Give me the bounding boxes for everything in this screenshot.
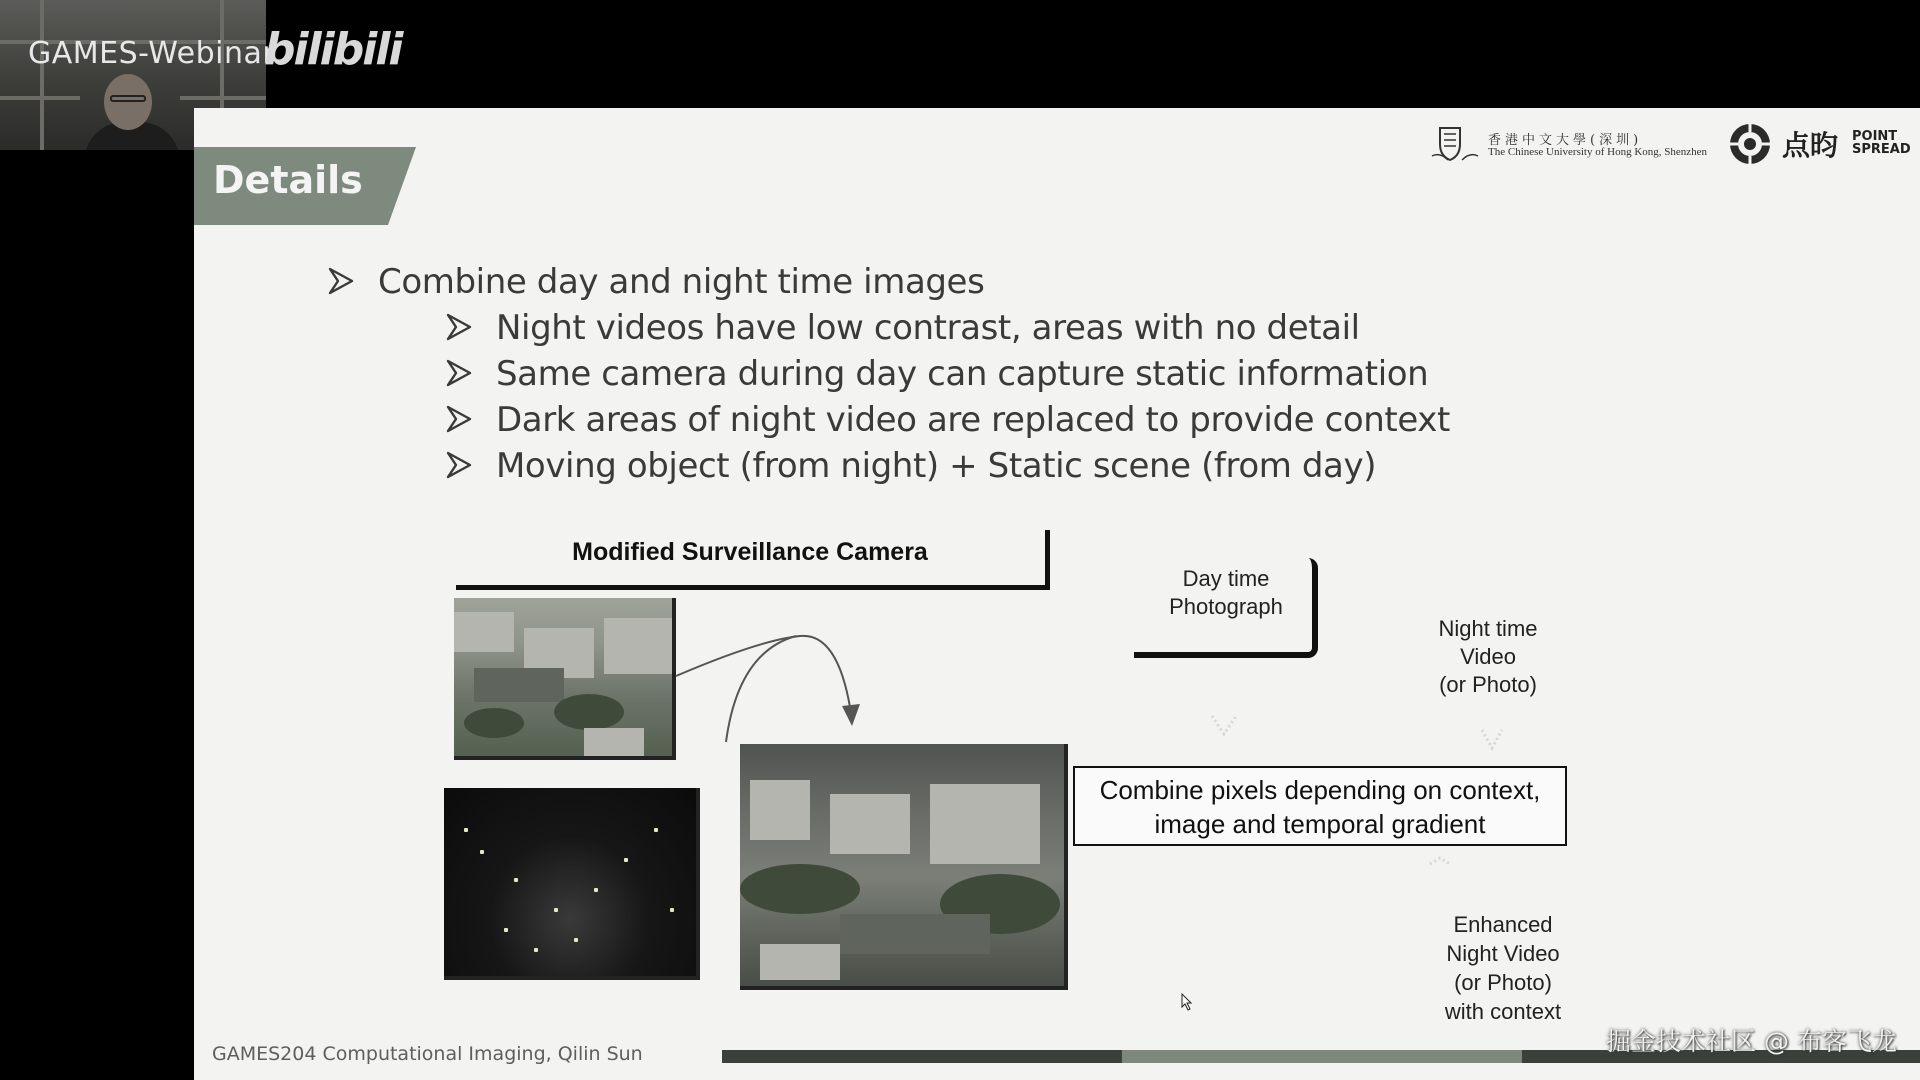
progress-segment	[1122, 1050, 1522, 1063]
cuhk-name-english: The Chinese University of Hong Kong, Shenzhen	[1488, 146, 1708, 158]
arrow-day-to-enhanced	[676, 636, 852, 720]
pointspread-name-english-1: POINT	[1852, 129, 1898, 144]
faint-arrow-icon	[1430, 858, 1450, 864]
camera-label: Modified Surveillance Camera	[572, 538, 928, 566]
bullet-sub: Same camera during day can capture static information	[496, 354, 1429, 394]
combine-text-line: Combine pixels depending on context,	[1099, 775, 1541, 805]
combine-text-line: image and temporal gradient	[1154, 809, 1486, 839]
day-label-line: Day time	[1182, 566, 1270, 591]
night-label-line: Night time	[1438, 616, 1538, 641]
stream-title: GAMES-Webinar	[28, 36, 276, 71]
arrow-head-icon	[842, 704, 860, 726]
day-label-line: Photograph	[1169, 594, 1283, 619]
watermark: 掘金技术社区 @ 布客飞龙	[1606, 1027, 1897, 1056]
bullet-sub: Moving object (from night) + Static scene (from day)	[496, 446, 1377, 486]
bullet-sub: Dark areas of night video are replaced to provide context	[496, 400, 1450, 440]
enhanced-label-line: with context	[1444, 999, 1562, 1024]
enhanced-label-line: Enhanced	[1453, 912, 1553, 937]
slide-footer: GAMES204 Computational Imaging, Qilin Sun	[212, 1043, 643, 1065]
slide-title: Details	[213, 158, 363, 202]
progress-segment	[722, 1050, 1122, 1063]
pointspread-name-chinese: 点昀	[1782, 129, 1839, 162]
night-label-line: Video	[1460, 644, 1516, 669]
pointspread-name-english-2: SPREAD	[1852, 142, 1911, 157]
faint-down-arrow-icon	[1212, 716, 1236, 734]
faint-down-arrow-icon	[1482, 730, 1502, 748]
bullet-main: Combine day and night time images	[378, 262, 985, 302]
bullet-sub: Night videos have low contrast, areas with no detail	[496, 308, 1360, 348]
mouse-cursor-icon	[1181, 993, 1193, 1011]
enhanced-label-line: (or Photo)	[1454, 970, 1552, 995]
enhanced-label-line: Night Video	[1446, 941, 1560, 966]
bilibili-logo: bilibili	[264, 24, 402, 75]
cuhk-name-chinese: 香港中文大學(深圳)	[1488, 133, 1643, 148]
night-label-line: (or Photo)	[1439, 672, 1537, 697]
